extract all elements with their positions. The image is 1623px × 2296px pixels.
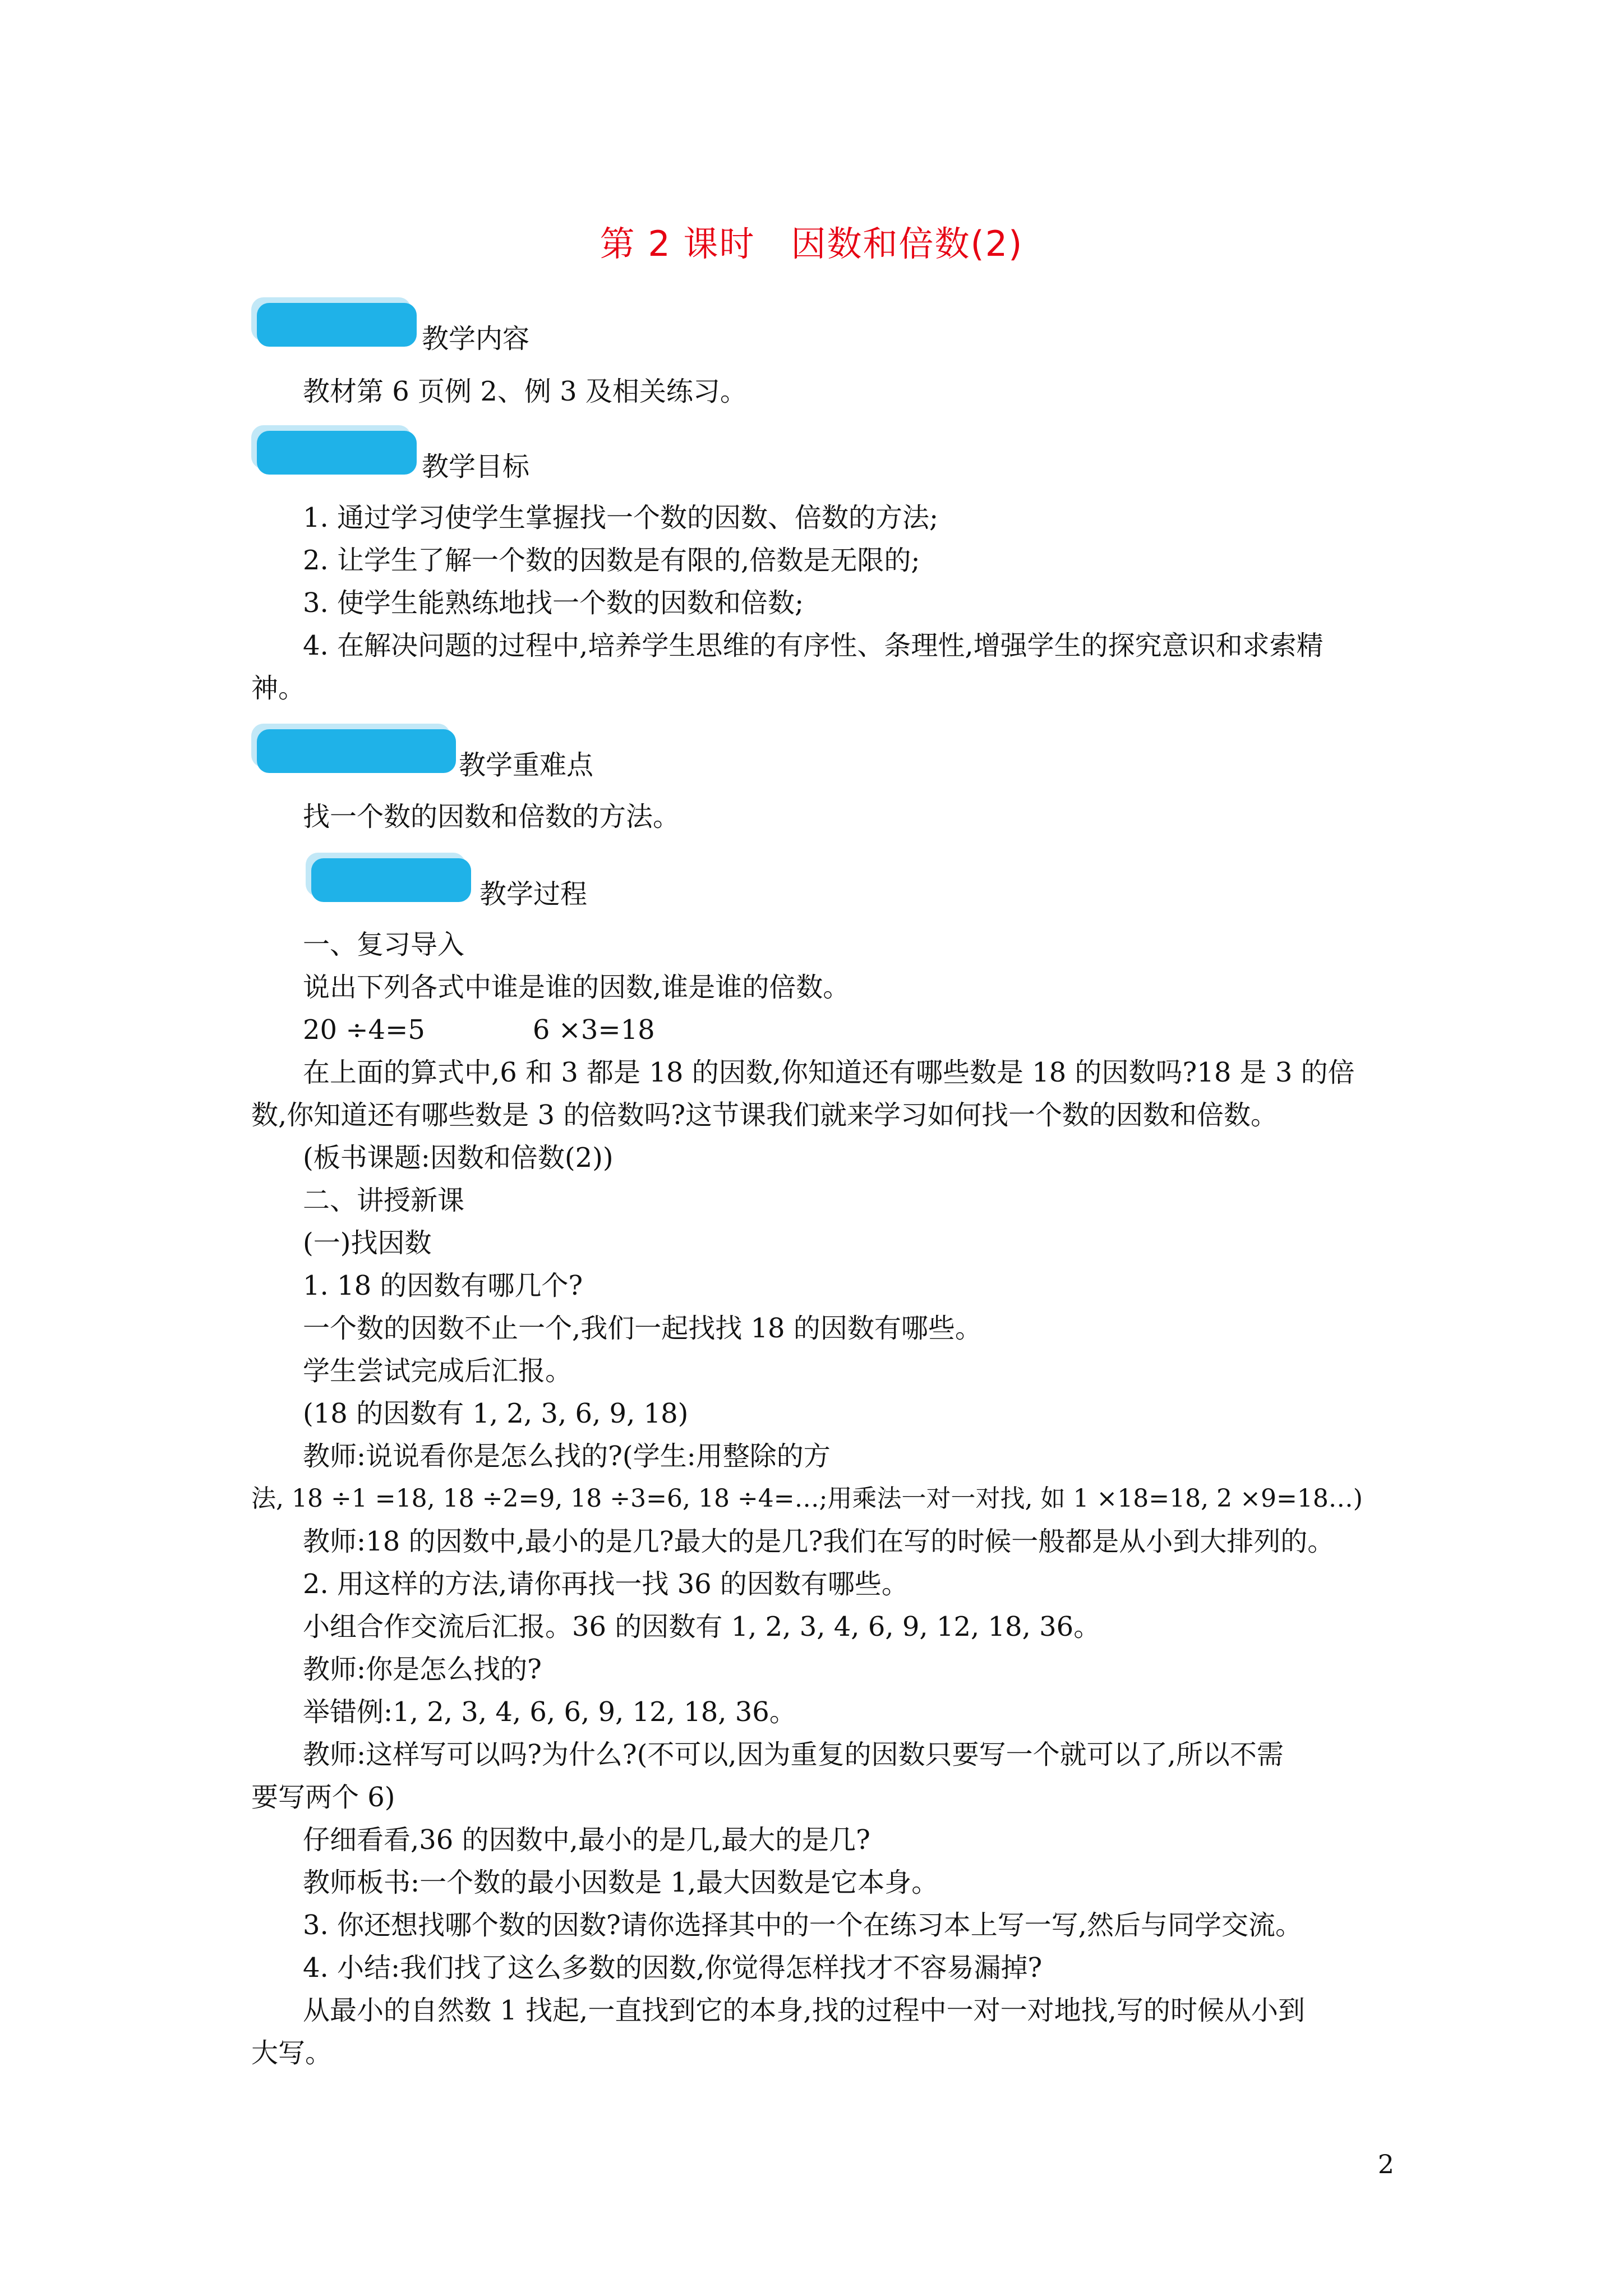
process-line: 要写两个 6) [251, 1782, 395, 1813]
section-heading-content: 教学内容 [422, 323, 530, 355]
process-line: (18 的因数有 1, 2, 3, 6, 9, 18) [303, 1398, 689, 1429]
process-line: 在上面的算式中,6 和 3 都是 18 的因数,你知道还有哪些数是 18 的因数吗?18 是 3 的倍 [303, 1057, 1355, 1088]
process-line: 数,你知道还有哪些数是 3 的倍数吗?这节课我们就来学习如何找一个数的因数和倍数。 [251, 1099, 1278, 1131]
process-line: (板书课题:因数和倍数(2)) [303, 1142, 614, 1174]
page-title: 第 2 课时 因数和倍数(2) [600, 223, 1023, 264]
goal-item: 神。 [251, 673, 306, 704]
process-line: 教师:你是怎么找的? [303, 1654, 542, 1685]
goal-item: 2. 让学生了解一个数的因数是有限的,倍数是无限的; [303, 545, 920, 576]
section-heading-key-points: 教学重难点 [459, 749, 594, 781]
goal-item: 1. 通过学习使学生掌握找一个数的因数、倍数的方法; [303, 502, 939, 533]
section-badge-content [257, 303, 417, 347]
process-line: 从最小的自然数 1 找起,一直找到它的本身,找的过程中一对一对地找,写的时候从小到 [303, 1995, 1305, 2026]
content-line: 教材第 6 页例 2、例 3 及相关练习。 [303, 376, 747, 407]
process-line: 举错例:1, 2, 3, 4, 6, 6, 9, 12, 18, 36。 [303, 1696, 796, 1728]
process-line: (一)找因数 [303, 1227, 432, 1259]
process-line: 大写。 [251, 2037, 333, 2069]
process-line: 教师:说说看你是怎么找的?(学生:用整除的方 [303, 1441, 831, 1472]
process-line: 学生尝试完成后汇报。 [303, 1355, 573, 1387]
process-line: 20 ÷4=5 6 ×3=18 [303, 1014, 655, 1046]
process-line: 教师:这样写可以吗?为什么?(不可以,因为重复的因数只要写一个就可以了,所以不需 [303, 1739, 1284, 1770]
process-line: 2. 用这样的方法,请你再找一找 36 的因数有哪些。 [303, 1568, 909, 1600]
process-line: 3. 你还想找哪个数的因数?请你选择其中的一个在练习本上写一写,然后与同学交流。 [303, 1910, 1303, 1941]
goal-item: 3. 使学生能熟练地找一个数的因数和倍数; [303, 587, 804, 619]
process-line: 小组合作交流后汇报。36 的因数有 1, 2, 3, 4, 6, 9, 12, 18, 36。 [303, 1611, 1101, 1642]
process-line: 1. 18 的因数有哪几个? [303, 1270, 583, 1301]
process-line: 二、讲授新课 [303, 1185, 465, 1216]
process-line: 教师板书:一个数的最小因数是 1,最大因数是它本身。 [303, 1867, 939, 1898]
process-line: 仔细看看,36 的因数中,最小的是几,最大的是几? [303, 1824, 870, 1856]
process-line: 4. 小结:我们找了这么多数的因数,你觉得怎样找才不容易漏掉? [303, 1952, 1043, 1984]
key-points-line: 找一个数的因数和倍数的方法。 [303, 801, 680, 832]
process-line: 法, 18 ÷1 =18, 18 ÷2=9, 18 ÷3=6, 18 ÷4=…;用乘法一对一对找, 如 1 ×18=18, 2 ×9=18…) [251, 1484, 1363, 1513]
section-badge-process [311, 858, 471, 902]
process-line: 说出下列各式中谁是谁的因数,谁是谁的倍数。 [303, 972, 850, 1003]
section-heading-goals: 教学目标 [422, 451, 530, 482]
page-number: 2 [1377, 2149, 1394, 2179]
goal-item: 4. 在解决问题的过程中,培养学生思维的有序性、条理性,增强学生的探究意识和求索精 [303, 630, 1324, 661]
section-badge-key-points [257, 729, 456, 773]
section-badge-goals [257, 431, 417, 475]
process-line: 教师:18 的因数中,最小的是几?最大的是几?我们在写的时候一般都是从小到大排列的。 [303, 1526, 1335, 1557]
section-heading-process: 教学过程 [479, 878, 588, 910]
process-line: 一、复习导入 [303, 929, 465, 960]
process-line: 一个数的因数不止一个,我们一起找找 18 的因数有哪些。 [303, 1313, 982, 1344]
